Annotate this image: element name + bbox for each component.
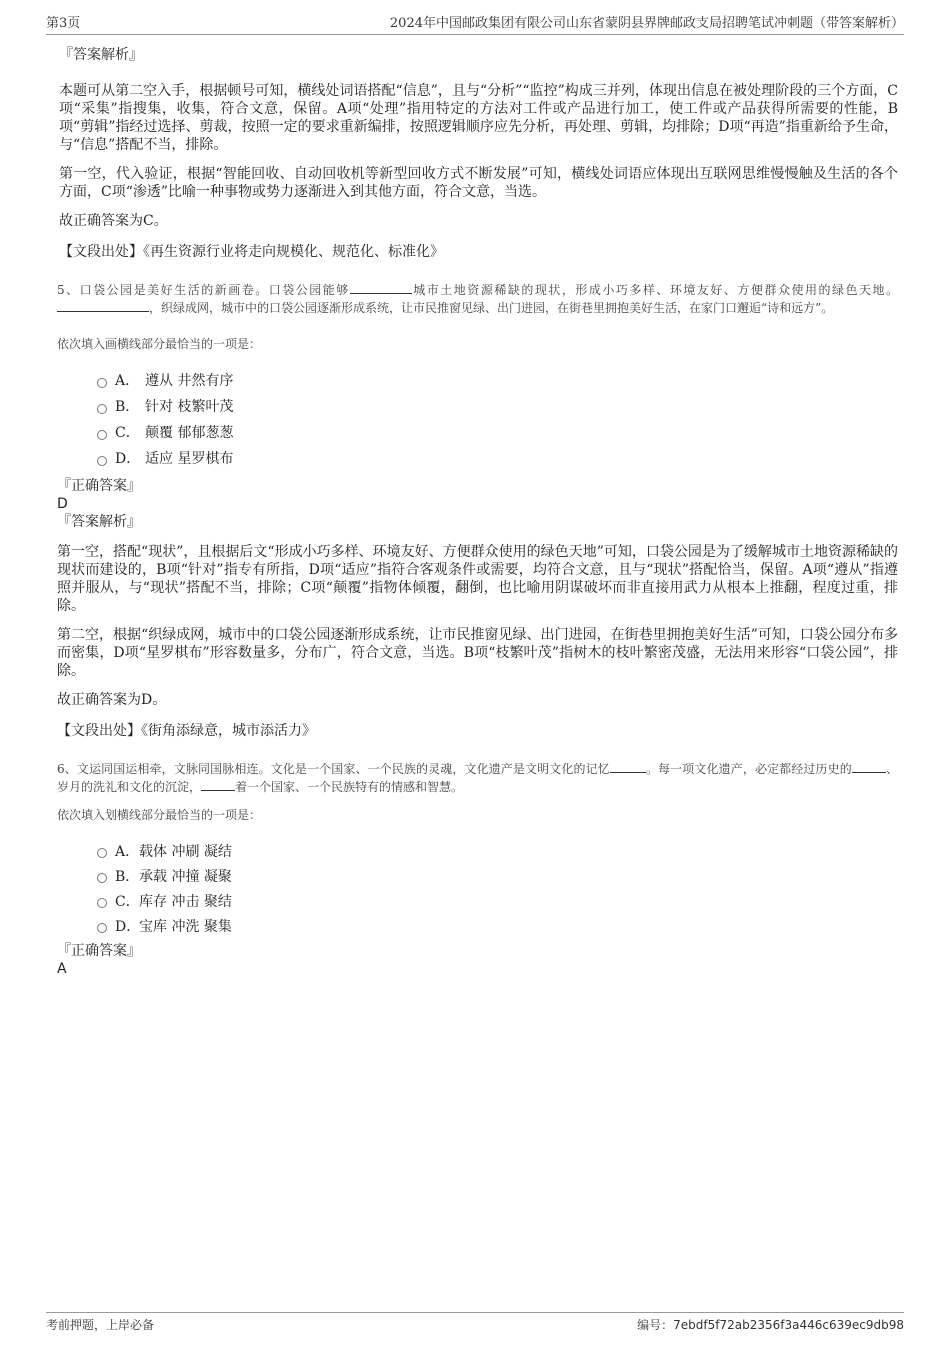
q6-blank-1 xyxy=(610,760,646,773)
radio-icon[interactable] xyxy=(97,430,107,440)
option-text: 载体 冲刷 凝结 xyxy=(139,843,232,860)
q6-answer: A xyxy=(57,961,67,977)
q4-analysis-paragraph-1: 本题可从第二空入手，根据顿号可知，横线处词语搭配“信息”，且与“分析”“监控”构成三并列，体现出信息在被处理阶段的三个方面，C项“采集”指搜集，收集，符合文意，保留。A项“处理”指用特定的方法对工件或产品进行加工，使工件或产品获得所需要的性能，B项“剪辑”指经过选择、剪裁，按照一定的要求重新编排，按照逻辑顺序应先分析，再处理、剪辑，均排除；D项“再造”指重新给予生命，与“信息”搭配不当，排除。 xyxy=(59,83,898,153)
radio-icon[interactable] xyxy=(97,848,107,858)
question-5 xyxy=(57,281,898,740)
radio-icon[interactable] xyxy=(97,898,107,908)
page-footer xyxy=(46,1312,904,1333)
q6-option-b[interactable] xyxy=(57,863,898,888)
q5-option-b[interactable] xyxy=(57,393,898,419)
q4-analysis-paragraph-2: 第一空，代入验证，根据“智能回收、自动回收机等新型回收方式不断发展”可知，横线处词语应体现出互联网思维慢慢触及生活的各个方面，C项“渗透”比喻一种事物或势力逐渐进入到其他方面，符合文意，当选。 xyxy=(59,166,898,200)
q6-option-d[interactable] xyxy=(57,913,898,938)
q5-options xyxy=(57,367,898,471)
q4-analysis-label: 『答案解析』 xyxy=(59,47,143,63)
option-letter: A． xyxy=(115,373,140,389)
q5-blank-1 xyxy=(350,281,412,294)
q5-source: 【文段出处】《街角添绿意，城市添活力》 xyxy=(57,723,316,739)
q6-options xyxy=(57,838,898,938)
option-letter: C． xyxy=(115,425,140,441)
question-6 xyxy=(57,760,898,978)
option-letter: B． xyxy=(115,399,140,415)
q6-stem-part-4: 着一个国家、一个民族特有的情感和智慧。 xyxy=(235,780,464,794)
radio-icon[interactable] xyxy=(97,378,107,388)
document-code xyxy=(637,1316,904,1333)
q5-answer: D xyxy=(57,496,68,512)
q6-blank-2 xyxy=(852,760,886,773)
q6-stem-part-3: 、岁月的洗礼和文化的沉淀， xyxy=(57,762,898,794)
q5-answer-label: 『正确答案』 xyxy=(57,478,141,494)
q4-analysis-conclusion: 故正确答案为C。 xyxy=(59,213,168,229)
q5-analysis-label: 『答案解析』 xyxy=(57,514,141,530)
q6-stem-part-1: 6、文运同国运相牵，文脉同国脉相连。文化是一个国家、一个民族的灵魂，文化遗产是文明文化的记忆 xyxy=(57,762,610,776)
option-letter: B． xyxy=(115,868,140,885)
q4-source: 【文段出处】《再生资源行业将走向规模化、规范化、标准化》 xyxy=(59,244,444,260)
option-text: 颠覆 郁郁葱葱 xyxy=(145,425,234,441)
q6-answer-label: 『正确答案』 xyxy=(57,943,141,959)
q6-prompt: 依次填入划横线部分最恰当的一项是： xyxy=(57,808,262,822)
q5-analysis-paragraph-1: 第一空，搭配“现状”，且根据后文“形成小巧多样、环境友好、方便群众使用的绿色天地”可知，口袋公园是为了缓解城市土地资源稀缺的现状而建设的，B项“针对”指专有所指，D项“适应”指符合客观条件或需要，均符合文意，且与“现状”搭配恰当，保留。A项“遵从”指遵照并服从，与“现状”搭配不当，排除；C项“颠覆”指物体倾覆，翻倒，也比喻用阴谋破坏而非直接用武力从根本上推翻，程度过重，排除。 xyxy=(57,544,898,614)
option-letter: D． xyxy=(115,451,141,467)
q5-analysis-paragraph-2: 第二空，根据“织绿成网，城市中的口袋公园逐渐形成系统，让市民推窗见绿、出门进园，在街巷里拥抱美好生活”可知，口袋公园分布多而密集，D项“星罗棋布”形容数量多，分布广，符合文意，当选。B项“枝繁叶茂”指树木的枝叶繁密茂盛，无法用来形容“口袋公园”，排除。 xyxy=(57,627,898,679)
option-text: 针对 枝繁叶茂 xyxy=(145,399,234,415)
q5-stem-part-3: ，织绿成网，城市中的口袋公园逐渐形成系统，让市民推窗见绿、出门进园，在街巷里拥抱美好生活，在家门口邂逅“诗和远方”。 xyxy=(149,301,834,315)
radio-icon[interactable] xyxy=(97,873,107,883)
option-text: 适应 星罗棋布 xyxy=(145,451,234,467)
q5-stem-part-1: 5、口袋公园是美好生活的新画卷。口袋公园能够 xyxy=(57,283,350,297)
q5-stem xyxy=(57,281,898,317)
radio-icon[interactable] xyxy=(97,456,107,466)
option-text: 遵从 井然有序 xyxy=(145,373,234,389)
option-text: 宝库 冲洗 聚集 xyxy=(139,918,232,935)
q6-option-c[interactable] xyxy=(57,888,898,913)
q5-blank-2 xyxy=(57,299,149,312)
document-code-value: 7ebdf5f72ab2356f3a446c639ec9db98 xyxy=(673,1318,904,1332)
q5-option-a[interactable] xyxy=(57,367,898,393)
option-letter: A． xyxy=(115,843,140,860)
document-code-label: 编号： xyxy=(637,1318,674,1332)
option-text: 承载 冲撞 凝聚 xyxy=(139,868,232,885)
option-letter: D． xyxy=(115,918,141,935)
q4-analysis-block xyxy=(59,46,898,261)
q5-analysis-conclusion: 故正确答案为D。 xyxy=(57,692,167,708)
document-content xyxy=(57,46,898,978)
document-title: 2024年中国邮政集团有限公司山东省蒙阴县界牌邮政支局招聘笔试冲刺题（带答案解析） xyxy=(389,16,904,31)
page-number: 第3页 xyxy=(46,16,81,31)
q6-blank-3 xyxy=(201,778,235,791)
q5-prompt: 依次填入画横线部分最恰当的一项是： xyxy=(57,337,262,351)
q6-stem xyxy=(57,760,898,796)
radio-icon[interactable] xyxy=(97,923,107,933)
q5-option-d[interactable] xyxy=(57,445,898,471)
q6-stem-part-2: 。每一项文化遗产，必定都经过历史的 xyxy=(645,762,852,776)
option-text: 库存 冲击 聚结 xyxy=(139,893,232,910)
option-letter: C． xyxy=(115,893,140,910)
radio-icon[interactable] xyxy=(97,404,107,414)
page-header xyxy=(46,12,904,35)
q5-stem-part-2: 城市土地资源稀缺的现状，形成小巧多样、环境友好、方便群众使用的绿色天地。 xyxy=(411,283,898,297)
q6-option-a[interactable] xyxy=(57,838,898,863)
q5-option-c[interactable] xyxy=(57,419,898,445)
footer-slogan: 考前押题，上岸必备 xyxy=(46,1318,155,1332)
